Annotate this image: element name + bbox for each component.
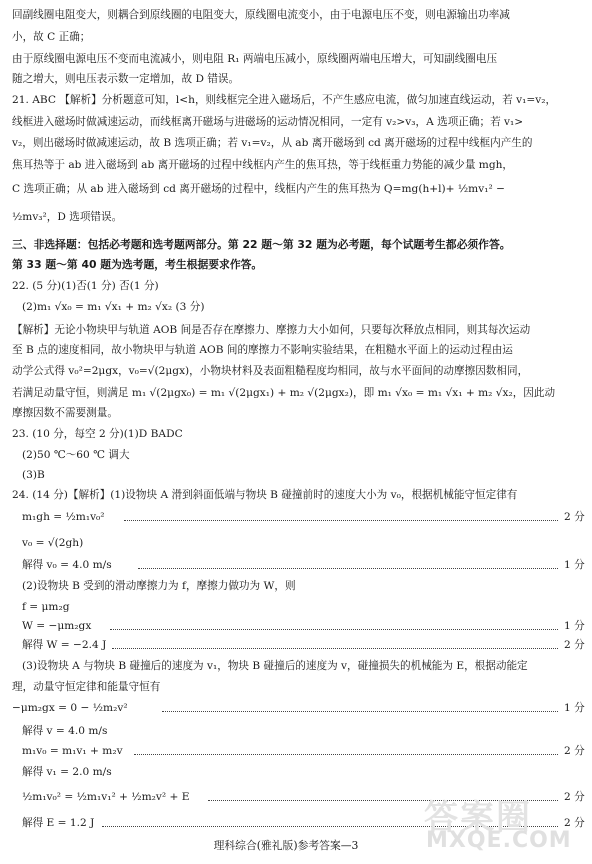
dotted-leader <box>162 711 558 712</box>
section-heading: 第 33 题～第 40 题为选考题，考生根据要求作答。 <box>12 258 263 271</box>
text-line: C 选项正确；从 ab 进入磁场到 cd 离开磁场的过程中，线框内产生的焦耳热为 Q=mg(h+l)+ ½mv₁² − <box>12 183 505 195</box>
text-line: 【解析】无论小物块甲与轨道 AOB 间是否存在摩擦力、摩擦力大小如何，只要每次释放点相同，则其每次运动 <box>12 324 531 336</box>
formula-line: 解得 v₁ = 2.0 m/s <box>22 766 112 778</box>
q21-line: 21. ABC 【解析】分析题意可知，l<h，则线框完全进入磁场后，不产生感应电流，做匀加速直线运动，若 v₁=v₂， <box>12 94 557 106</box>
formula-line: m₁v₀ = m₁v₁ + m₂v <box>22 745 123 757</box>
text-line: 回副线圈电阻变大，则耦合到原线圈的电阻变大，原线圈电流变小，由于电源电压不变，则电源输出功率减 <box>12 9 510 21</box>
text-line: 理，动量守恒定律和能量守恒有 <box>12 681 161 693</box>
q24-line: 24. (14 分)【解析】(1)设物块 A 滑到斜面低端与物块 B 碰撞前时的速度大小为 v₀，根据机械能守恒定律有 <box>12 489 518 501</box>
score-label: 1 分 <box>564 559 585 571</box>
score-label: 2 分 <box>564 791 585 803</box>
q22-line: 22. (5 分)(1)否(1 分) 否(1 分) <box>12 280 159 292</box>
text-line: 焦耳热等于 ab 进入磁场到 ab 离开磁场的过程中线框内产生的焦耳热，等于线框重力势能的减少量 mgh， <box>12 159 514 171</box>
text-line: 摩擦因数不需要测量。 <box>12 407 118 419</box>
text-line: (3)设物块 A 与物块 B 碰撞后的速度为 v₁，物块 B 碰撞后的速度为 v，碰撞损失的机械能为 E，根据动能定 <box>22 660 528 672</box>
score-label: 1 分 <box>564 620 585 632</box>
formula-line: 解得 W = −2.4 J <box>22 639 107 651</box>
formula-line: m₁gh = ½m₁v₀² <box>22 511 105 523</box>
text-line: 若满足动量守恒，则满足 m₁ √(2μgx₀) = m₁ √(2μgx₁) + m₂ √(2μgx₂)，即 m₁ √x₀ = m₁ √x₁ + m₂ √x₂，因此动 <box>12 387 556 399</box>
text-line: 由于原线圈电源电压不变而电流减小，则电阻 R₁ 两端电压减小，原线圈两端电压增大，可知副线圈电压 <box>12 53 498 65</box>
formula-line: −μm₂gx = 0 − ½m₂v² <box>12 702 128 714</box>
dotted-leader <box>124 520 558 521</box>
section-heading: 三、非选择题：包括必考题和选考题两部分。第 22 题～第 32 题为必考题，每个试题考生都必须作答。 <box>12 238 511 251</box>
text-line: 小，故 C 正确； <box>12 31 91 43</box>
formula-line: f = μm₂g <box>22 601 70 613</box>
formula-line: v₀ = √(2gh) <box>22 537 84 549</box>
formula-line: ½m₁v₀² = ½m₁v₁² + ½m₂v² + E <box>22 791 190 803</box>
watermark-text: 答案圈 <box>424 798 532 838</box>
text-line: v₂，则出磁场时做减速运动，故 B 选项正确；若 v₁=v₂，从 ab 离开磁场到 cd 离开磁场的过程中线框内产生的 <box>12 137 533 149</box>
text-line: (2)50 ℃～60 ℃ 调大 <box>22 449 130 461</box>
text-line: 线框进入磁场时做减速运动，而线框离开磁场与进磁场的运动情况相同，一定有 v₂>v₃，A 选项正确；若 v₁> <box>12 116 524 128</box>
text-line: (3)B <box>22 469 45 481</box>
formula-line: (2)m₁ √x₀ = m₁ √x₁ + m₂ √x₂ (3 分) <box>22 301 205 313</box>
formula-line: 解得 v₀ = 4.0 m/s <box>22 559 112 571</box>
dotted-leader <box>110 629 558 630</box>
text-line: 随之增大，则电压表示数一定增加，故 D 错误。 <box>12 73 240 85</box>
dotted-leader <box>134 754 558 755</box>
score-label: 1 分 <box>564 702 585 714</box>
page-footer: 理科综合(雅礼版)参考答案—3 <box>213 839 359 852</box>
text-line: ½mv₃²，D 选项错误。 <box>12 211 123 223</box>
text-line: 至 B 点的速度相同，故小物块甲与轨道 AOB 间的摩擦力不影响实验结果，在粗糙水平面上的运动过程由运 <box>12 344 513 356</box>
score-label: 2 分 <box>564 817 585 829</box>
dotted-leader <box>138 568 558 569</box>
formula-line: 解得 v = 4.0 m/s <box>22 725 108 737</box>
formula-line: W = −μm₂gx <box>22 620 92 632</box>
dotted-leader <box>112 648 558 649</box>
text-line: (2)设物块 B 受到的滑动摩擦力为 f，摩擦力做功为 W，则 <box>22 580 296 592</box>
watermark-url: MXQE.COM <box>426 828 572 853</box>
score-label: 2 分 <box>564 639 585 651</box>
q23-line: 23. (10 分，每空 2 分)(1)D BADC <box>12 428 183 440</box>
text-line: 动学公式得 v₀²=2μgx，v₀=√(2μgx)，小物块材料及表面粗糙程度均相同，故与水平面间的动摩擦因数相同， <box>12 365 529 377</box>
score-label: 2 分 <box>564 511 585 523</box>
formula-line: 解得 E = 1.2 J <box>22 817 95 829</box>
score-label: 2 分 <box>564 745 585 757</box>
